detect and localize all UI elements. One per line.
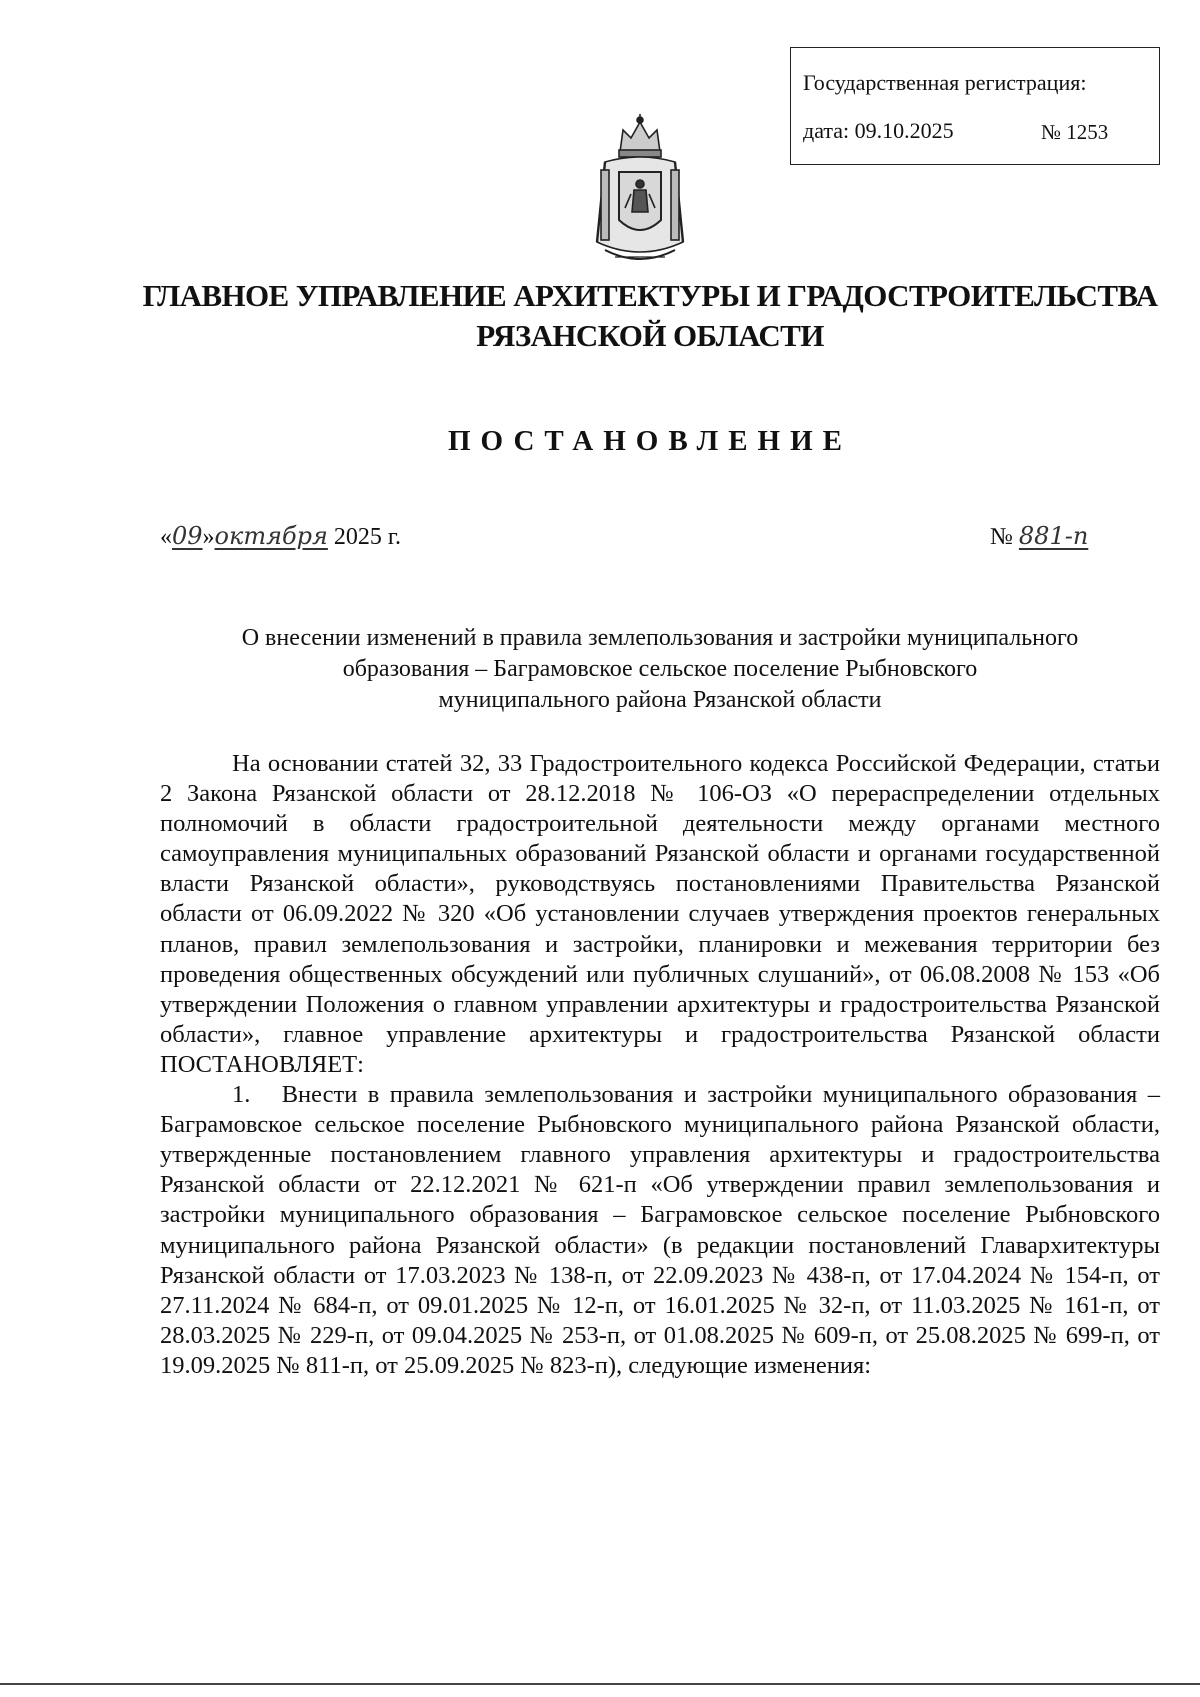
- subject-line1: О внесении изменений в правила землепользования и застройки муниципального: [241, 625, 1079, 651]
- date-close-quote: »: [202, 524, 215, 550]
- page-bottom-rule: [0, 1683, 1200, 1685]
- document-body: [160, 749, 1167, 1381]
- org-title-line2: РЯЗАНСКОЙ ОБЛАСТИ: [476, 318, 824, 353]
- number-value: 881-п: [1018, 522, 1089, 550]
- registration-date: дата: 09.10.2025: [803, 118, 954, 143]
- document-date: [160, 522, 401, 551]
- date-year: 2025 г.: [333, 524, 402, 550]
- preamble-paragraph: На основании статей 32, 33 Градостроительного кодекса Российской Федерации, статьи 2 Закона Рязанской области от 28.12.2018 № 106-ОЗ «О перераспределении отдельных полномочий в области градостроительной деятельности между органами местного самоуправления муниципальных образований Рязанской области и органами государственной власти Рязанской области», руководствуясь постановлениями Правительства Рязанской области от 06.09.2022 № 320 «Об установлении случаев утверждения проектов генеральных планов, правил землепользования и застройки, планировки и межевания территории без проведения общественных обсуждений или публичных слушаний», от 06.08.2008 № 153 «Об утверждении Положения о главном управлении архитектуры и градостроительства Рязанской области», главное управление архитектуры и градостроительства Рязанской области ПОСТАНОВЛЯЕТ:: [160, 750, 1160, 1078]
- document-type: ПОСТАНОВЛЕНИЕ: [447, 425, 852, 457]
- date-open-quote: «: [160, 524, 172, 550]
- date-day: 09: [172, 522, 203, 550]
- subject-line3: муниципального района Рязанской области: [438, 687, 882, 713]
- registration-number: № 1253: [1041, 120, 1109, 144]
- number-prefix: №: [990, 524, 1013, 550]
- registration-stamp: [790, 47, 1160, 165]
- clause-1-paragraph: 1. Внести в правила землепользования и застройки муниципального образования – Баграмовское сельское поселение Рыбновского муниципального района Рязанской области, утвержденные постановлением главного управления архитектуры и градостроительства Рязанской области от 22.12.2021 № 621-п «Об утверждении правил землепользования и застройки муниципального образования – Баграмовское сельское поселение Рыбновского муниципального района Рязанской области» (в редакции постановлений Главархитектуры Рязанской области от 17.03.2023 № 138-п, от 22.09.2023 № 438-п, от 17.04.2024 № 154-п, от 27.11.2024 № 684-п, от 09.01.2025 № 12-п, от 16.01.2025 № 32-п, от 11.03.2025 № 161-п, от 28.03.2025 № 229-п, от 09.04.2025 № 253-п, от 01.08.2025 № 609-п, от 25.08.2025 № 699-п, от 19.09.2025 № 811-п, от 25.09.2025 № 823-п), следующие изменения:: [160, 1081, 1167, 1379]
- organization-title: [100, 276, 1200, 356]
- coat-of-arms-icon: [585, 112, 695, 272]
- subject-line2: образования – Баграмовское сельское поселение Рыбновского: [342, 656, 978, 682]
- org-title-line1: ГЛАВНОЕ УПРАВЛЕНИЕ АРХИТЕКТУРЫ И ГРАДОСТРОИТЕЛЬСТВА: [142, 278, 1158, 313]
- registration-title: Государственная регистрация:: [803, 70, 1087, 95]
- document-number: [990, 522, 1088, 551]
- document-subject: [160, 623, 1160, 716]
- date-month: октября: [214, 522, 328, 550]
